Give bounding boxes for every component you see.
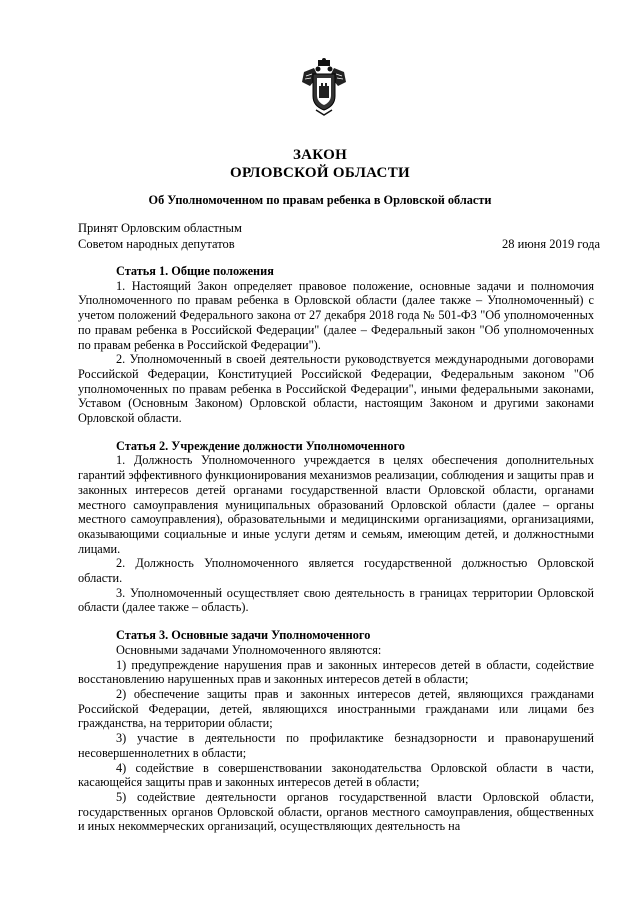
article-paragraph: 1. Настоящий Закон определяет правовое положение, основные задачи и полномочия Уполномоченного по правам ребенка в Орловской области (далее также – Уполномоченный) с учетом положений Федерального закона от 27 декабря 2018 года № 501-ФЗ "Об уполномоченных по правам ребенка в Российской Федерации" (далее – Федеральный закон "Об уполномоченных по правам ребенка в Российской Федерации").	[78, 278, 594, 352]
article-list-item: 4) содействие в совершенствовании законодательства Орловской области в части, касающейся защиты прав и законных интересов детей в области;	[78, 760, 594, 790]
article-heading: Статья 2. Учреждение должности Уполномоченного	[116, 438, 405, 453]
law-body	[78, 264, 594, 847]
article-3	[78, 628, 594, 834]
coat-of-arms-emblem	[300, 58, 348, 116]
adoption-date: 28 июня 2019 года	[502, 237, 600, 251]
article-paragraph: 2. Уполномоченный в своей деятельности руководствуется международными договорами Российской Федерации, Конституцией Российской Федерации, Федеральным законом "Об уполномоченных по правам ребенка в Российской Федерации", иными федеральными законами, Уставом (Основным Законом) Орловской области, настоящим Законом и другими законами Орловской области.	[78, 352, 594, 426]
article-1	[78, 264, 594, 426]
law-subtitle: Об Уполномоченном по правам ребенка в Орловской области	[148, 193, 492, 207]
article-intro: Основными задачами Уполномоченного являются:	[116, 642, 382, 657]
adoption-line-1: Принят Орловским областным	[78, 221, 242, 235]
article-paragraph: 2. Должность Уполномоченного является государственной должностью Орловской области.	[78, 556, 594, 586]
adoption-info	[78, 220, 242, 252]
article-2	[78, 439, 594, 615]
article-list-item: 3) участие в деятельности по профилактике безнадзорности и правонарушений несовершеннолетних в области;	[78, 731, 594, 760]
adoption-line-2: Советом народных депутатов	[78, 237, 235, 251]
article-heading: Статья 1. Общие положения	[116, 264, 274, 278]
region-title: ОРЛОВСКОЙ ОБЛАСТИ	[230, 165, 410, 181]
article-list-item: 5) содействие деятельности органов государственной власти Орловской области, государственных органов Орловской области, органов местного самоуправления, общественных и иных некоммерческих организаций, осуществляющих деятельность на	[78, 789, 594, 834]
article-list-item: 2) обеспечение защиты прав и законных интересов детей, являющихся гражданами Российской Федерации, детей, являющихся иностранными гражданами или лицами без гражданства, на территории области;	[78, 686, 594, 731]
article-paragraph: 1. Должность Уполномоченного учреждается в целях обеспечения дополнительных гарантий эффективного функционирования механизмов реализации, соблюдения и защиты прав и законных интересов детей органами государственной власти Орловской области, органами местного самоуправления муниципальных образований Орловской области (далее – органы местного самоуправления), образовательными и медицинскими организациями, организациями, оказывающими социальные и иные услуги детям и семьям, имеющим детей, и должностными лицами.	[78, 453, 594, 556]
law-title: ЗАКОН	[292, 147, 348, 163]
article-heading: Статья 3. Основные задачи Уполномоченного	[116, 628, 371, 643]
article-list-item: 1) предупреждение нарушения прав и законных интересов детей в области, содействие восстановлению нарушенных прав и законных интересов детей в области;	[78, 657, 594, 687]
article-paragraph: 3. Уполномоченный осуществляет свою деятельность в границах территории Орловской области (далее также – область).	[78, 585, 594, 615]
